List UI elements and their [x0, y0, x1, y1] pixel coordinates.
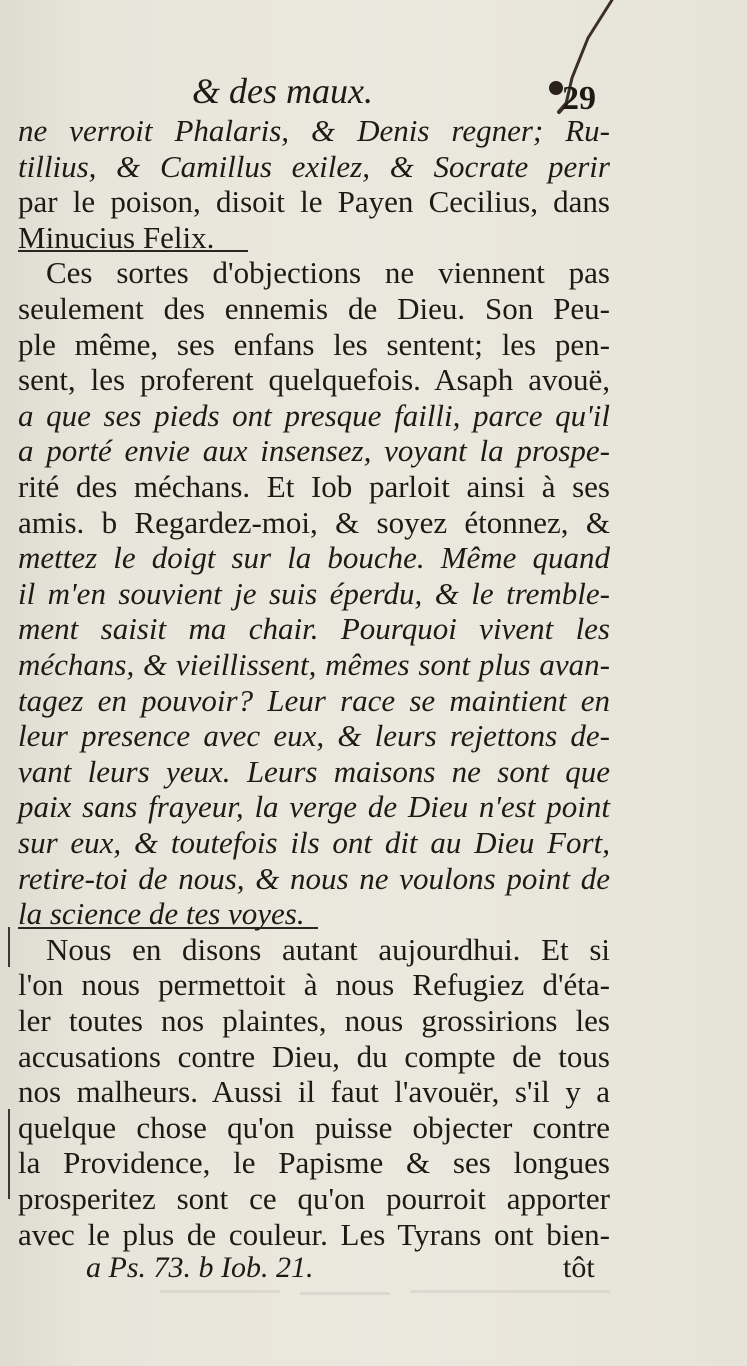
pencil-underline [18, 250, 248, 252]
text-line: retire-toi de nous, & nous ne voulons point de [18, 860, 610, 896]
running-title: & des maux. [192, 71, 373, 111]
text-line: sur eux, & toutefois ils ont dit au Dieu Fort, [18, 825, 610, 860]
text-line: a que ses pieds ont presque failli, parce qu'il [18, 397, 610, 433]
text-line: la science de tes voyes. [18, 896, 305, 932]
footnote-references: a Ps. 73. b Iob. 21. [86, 1251, 314, 1285]
text-line: tillius, & Camillus exilez, & Socrate perir [18, 148, 610, 184]
text-line: rité des méchans. Et Iob parloit ainsi à ses [18, 469, 610, 504]
paragraph-start-line: Nous en disons autant aujourdhui. Et si [46, 931, 610, 967]
text-line: ple même, ses enfans les sentent; les pen- [18, 326, 610, 362]
text-line: accusations contre Dieu, du compte de tous [18, 1038, 610, 1074]
text-line: ment saisit ma chair. Pourquoi vivent les [18, 611, 610, 647]
text-line: l'on nous permettoit à nous Refugiez d'éta- [18, 967, 610, 1003]
text-line: nos malheurs. Aussi il faut l'avouër, s'il y a [18, 1074, 610, 1110]
text-line: a porté envie aux insensez, voyant la prospe- [18, 433, 610, 469]
text-line: il m'en souvient je suis éperdu, & le tremble- [18, 575, 610, 611]
text-line: amis. b Regardez-moi, & soyez étonnez, & [18, 504, 610, 540]
text-line: Minucius Felix. [18, 219, 215, 255]
text-line: méchans, & vieillissent, mêmes sont plus avan- [18, 647, 610, 682]
text-line: par le poison, disoit le Payen Cecilius, dans [18, 184, 610, 220]
margin-bracket [8, 927, 10, 967]
page-header [0, 62, 747, 117]
text-line: leur presence avec eux, & leurs rejettons de- [18, 718, 610, 754]
text-line: tagez en pouvoir? Leur race se maintient en [18, 682, 610, 718]
text-line: sent, les proferent quelquefois. Asaph avouë, [18, 362, 610, 398]
text-line: la Providence, le Papisme & ses longues [18, 1145, 610, 1181]
text-line: seulement des ennemis de Dieu. Son Peu- [18, 291, 610, 326]
text-line: prosperitez sont ce qu'on pourroit apporter [18, 1181, 610, 1216]
text-line: ne verroit Phalaris, & Denis regner; Ru- [18, 113, 610, 148]
text-line: avec le plus de couleur. Les Tyrans ont bien- [18, 1216, 610, 1252]
margin-bracket [8, 1109, 10, 1199]
text-line: quelque chose qu'on puisse objecter contre [18, 1109, 610, 1145]
text-line: ler toutes nos plaintes, nous grossirions les [18, 1003, 610, 1038]
text-line: mettez le doigt sur la bouche. Même quand [18, 540, 610, 576]
pencil-underline [18, 927, 318, 929]
page-number: 29 [562, 80, 596, 117]
text-line: paix sans frayeur, la verge de Dieu n'est point [18, 789, 610, 825]
catchword: tôt [563, 1251, 595, 1285]
paragraph-start-line: Ces sortes d'objections ne viennent pas [46, 255, 610, 291]
text-line: vant leurs yeux. Leurs maisons ne sont que [18, 753, 610, 789]
